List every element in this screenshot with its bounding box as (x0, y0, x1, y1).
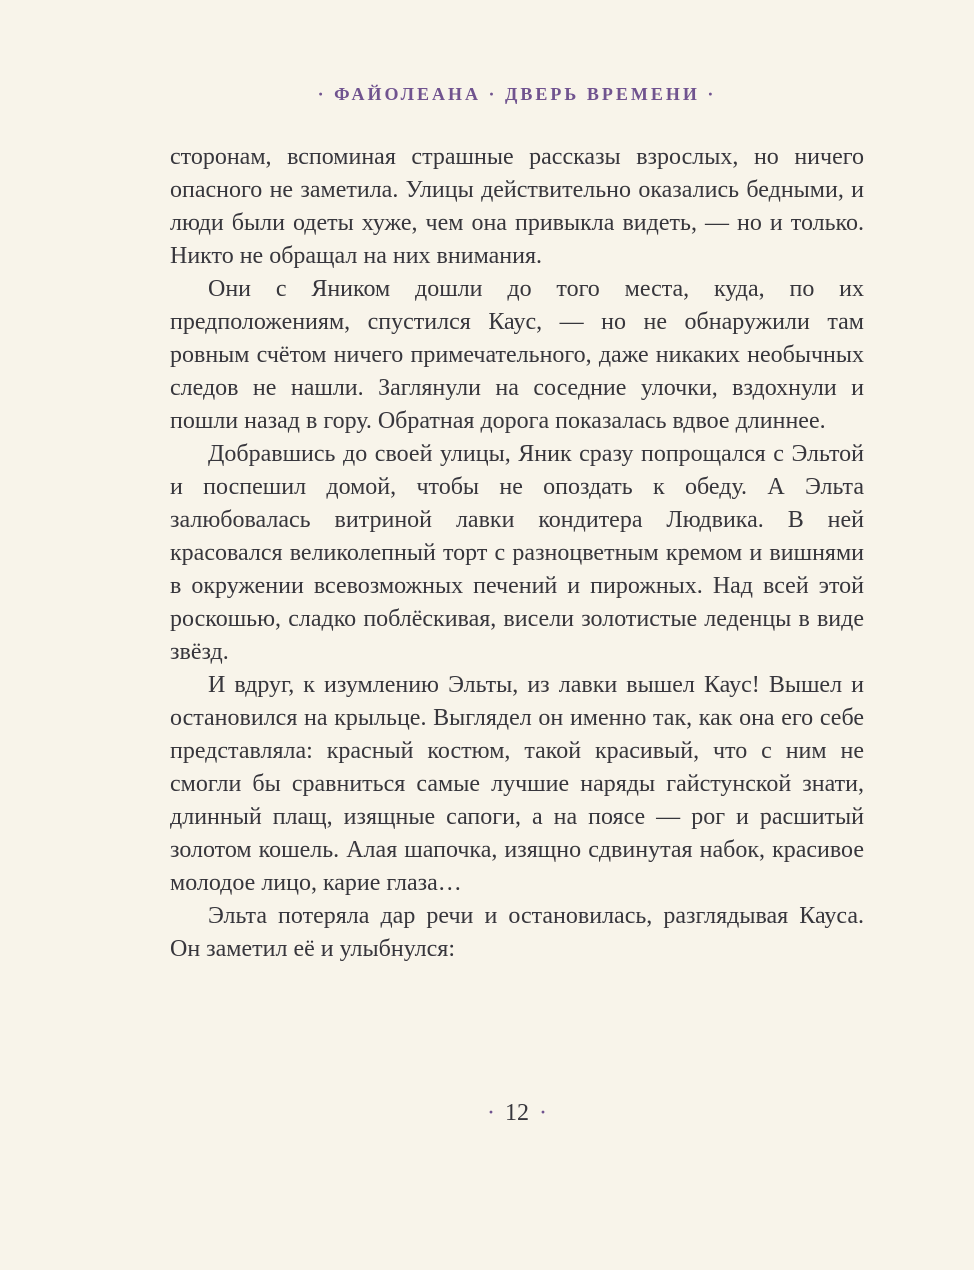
footer-left-dot: · (487, 1100, 495, 1126)
paragraph: Эльта потеряла дар речи и остановилась, разглядывая Кауса. Он заметил её и улыбнулся: (170, 903, 864, 962)
paragraph: И вдруг, к изумлению Эльты, из лавки вышел Каус! Вышел и остановился на крыльце. Выглядел он именно так, как она его себе представляла: красный костюм, такой красивый, что с ним не смогли бы сравниться самые лучшие наряды гайстунской знати, длинный плащ, изящные сапоги, а на поясе — рог и расшитый золотом кошель. Алая шапочка, изящно сдвинутая набок, красивое молодое лицо, карие глаза… (170, 672, 864, 896)
paragraph: Они с Яником дошли до того места, куда, по их предположениям, спустился Каус, — но не обнаружили там ровным счётом ничего примечательного, даже никаких необычных следов не нашли. Заглянули на соседние улочки, вздохнули и пошли назад в гору. Обратная дорога показалась вдвое длиннее. (170, 276, 864, 434)
paragraph: сторонам, вспоминая страшные рассказы взрослых, но ничего опасного не заметила. Улицы действительно оказались бедными, и люди были одеты хуже, чем она привыкла видеть, — но и только. Никто не обращал на них внимания. (170, 144, 864, 269)
footer-right-dot: · (539, 1100, 547, 1126)
page-footer (170, 1100, 864, 1127)
paragraph: Добравшись до своей улицы, Яник сразу попрощался с Эльтой и поспешил домой, чтобы не опоздать к обеду. А Эльта залюбовалась витриной лавки кондитера Людвика. В ней красовался великолепный торт с разноцветным кремом и вишнями в окружении всевозможных печений и пирожных. Над всей этой роскошью, сладко поблёскивая, висели золотистые леденцы в виде звёзд. (170, 441, 864, 665)
page-number: 12 (505, 1100, 529, 1126)
text-column (170, 0, 864, 966)
running-head: · ФАЙОЛЕАНА · ДВЕРЬ ВРЕМЕНИ · (317, 84, 717, 104)
body-text (170, 141, 864, 966)
